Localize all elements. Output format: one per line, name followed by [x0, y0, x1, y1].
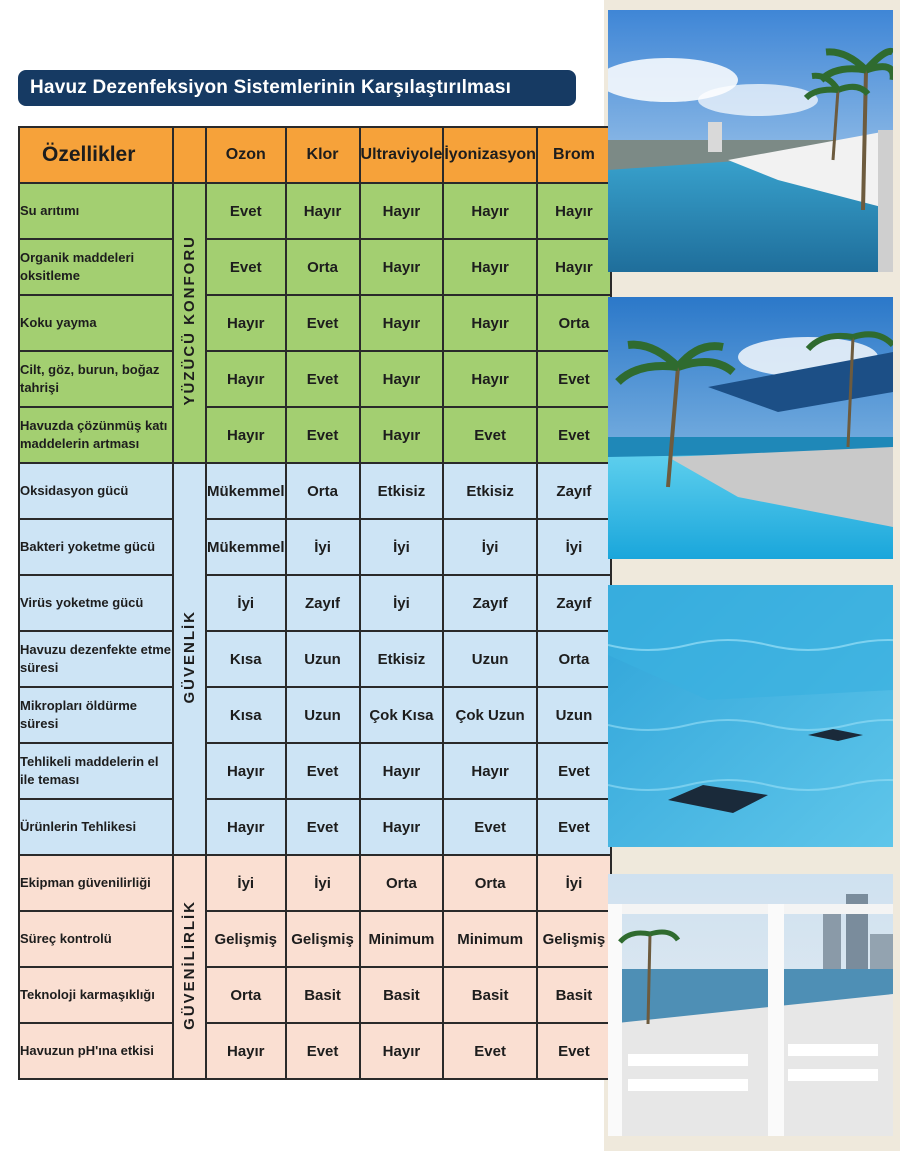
- value-cell-ultraviyole: Hayır: [360, 239, 444, 295]
- value-cell-klor: Basit: [286, 967, 360, 1023]
- value-cell-klor: Orta: [286, 239, 360, 295]
- value-cell-ozon: Hayır: [206, 407, 286, 463]
- table-row: [19, 855, 611, 911]
- value-cell-klor: Hayır: [286, 183, 360, 239]
- value-cell-iyonizasyon: Evet: [443, 799, 537, 855]
- header-brom: Brom: [537, 127, 611, 183]
- feature-cell: Su arıtımı: [19, 183, 173, 239]
- header-feature: Özellikler: [19, 127, 173, 183]
- table-body: [19, 183, 611, 1079]
- rooftop-city-pool-photo: [608, 874, 893, 1136]
- value-cell-ozon: Evet: [206, 183, 286, 239]
- rooftop-city-pool-image: [608, 874, 893, 1136]
- value-cell-iyonizasyon: Zayıf: [443, 575, 537, 631]
- value-cell-iyonizasyon: İyi: [443, 519, 537, 575]
- feature-cell: Cilt, göz, burun, boğaz tahrişi: [19, 351, 173, 407]
- value-cell-brom: Evet: [537, 1023, 611, 1079]
- value-cell-ozon: Kısa: [206, 631, 286, 687]
- value-cell-iyonizasyon: Etkisiz: [443, 463, 537, 519]
- feature-cell: Ürünlerin Tehlikesi: [19, 799, 173, 855]
- value-cell-ozon: Hayır: [206, 799, 286, 855]
- value-cell-klor: Gelişmiş: [286, 911, 360, 967]
- value-cell-ultraviyole: Hayır: [360, 1023, 444, 1079]
- feature-cell: Havuzda çözünmüş katı maddelerin artması: [19, 407, 173, 463]
- value-cell-ozon: Evet: [206, 239, 286, 295]
- header-category-blank: [173, 127, 206, 183]
- table-row: [19, 1023, 611, 1079]
- table-row: [19, 183, 611, 239]
- category-label: GÜVENİLİRLİK: [181, 899, 198, 1030]
- value-cell-iyonizasyon: Basit: [443, 967, 537, 1023]
- value-cell-brom: İyi: [537, 519, 611, 575]
- resort-pool-image: [608, 297, 893, 559]
- feature-cell: Süreç kontrolü: [19, 911, 173, 967]
- value-cell-ultraviyole: Hayır: [360, 743, 444, 799]
- value-cell-brom: Zayıf: [537, 463, 611, 519]
- value-cell-brom: Evet: [537, 743, 611, 799]
- value-cell-ultraviyole: İyi: [360, 519, 444, 575]
- table-row: [19, 631, 611, 687]
- value-cell-ozon: Orta: [206, 967, 286, 1023]
- header-ultraviyole: Ultraviyole: [360, 127, 444, 183]
- rooftop-infinity-pool-image: [608, 10, 893, 272]
- value-cell-ozon: Mükemmel: [206, 463, 286, 519]
- value-cell-klor: Orta: [286, 463, 360, 519]
- table-row: [19, 295, 611, 351]
- value-cell-ultraviyole: Hayır: [360, 295, 444, 351]
- value-cell-klor: Uzun: [286, 687, 360, 743]
- value-cell-klor: Evet: [286, 743, 360, 799]
- feature-cell: Organik maddeleri oksitleme: [19, 239, 173, 295]
- value-cell-brom: Evet: [537, 799, 611, 855]
- value-cell-ozon: İyi: [206, 855, 286, 911]
- table-row: [19, 519, 611, 575]
- value-cell-iyonizasyon: Hayır: [443, 239, 537, 295]
- value-cell-ultraviyole: Etkisiz: [360, 631, 444, 687]
- value-cell-ozon: Hayır: [206, 743, 286, 799]
- value-cell-ozon: Hayır: [206, 295, 286, 351]
- header-iyonizasyon: İyonizasyon: [443, 127, 537, 183]
- value-cell-iyonizasyon: Orta: [443, 855, 537, 911]
- value-cell-klor: Evet: [286, 295, 360, 351]
- value-cell-ultraviyole: Hayır: [360, 407, 444, 463]
- rooftop-infinity-pool-photo: [608, 10, 893, 272]
- feature-cell: Virüs yoketme gücü: [19, 575, 173, 631]
- table-row: [19, 743, 611, 799]
- feature-cell: Bakteri yoketme gücü: [19, 519, 173, 575]
- header-klor: Klor: [286, 127, 360, 183]
- resort-pool-photo: [608, 297, 893, 559]
- value-cell-iyonizasyon: Hayır: [443, 295, 537, 351]
- value-cell-klor: Evet: [286, 1023, 360, 1079]
- value-cell-klor: Uzun: [286, 631, 360, 687]
- value-cell-iyonizasyon: Hayır: [443, 351, 537, 407]
- value-cell-ultraviyole: Etkisiz: [360, 463, 444, 519]
- value-cell-brom: Hayır: [537, 239, 611, 295]
- table-row: [19, 967, 611, 1023]
- value-cell-ultraviyole: Hayır: [360, 799, 444, 855]
- value-cell-brom: İyi: [537, 855, 611, 911]
- table-row: [19, 407, 611, 463]
- value-cell-iyonizasyon: Evet: [443, 1023, 537, 1079]
- value-cell-ultraviyole: Hayır: [360, 351, 444, 407]
- table-row: [19, 799, 611, 855]
- value-cell-ozon: Kısa: [206, 687, 286, 743]
- value-cell-brom: Evet: [537, 351, 611, 407]
- value-cell-brom: Evet: [537, 407, 611, 463]
- value-cell-iyonizasyon: Hayır: [443, 743, 537, 799]
- table-row: [19, 239, 611, 295]
- feature-cell: Tehlikeli maddelerin el ile teması: [19, 743, 173, 799]
- value-cell-ultraviyole: İyi: [360, 575, 444, 631]
- value-cell-brom: Hayır: [537, 183, 611, 239]
- value-cell-ozon: Mükemmel: [206, 519, 286, 575]
- table-row: [19, 911, 611, 967]
- feature-cell: Havuzu dezenfekte etme süresi: [19, 631, 173, 687]
- value-cell-brom: Orta: [537, 295, 611, 351]
- feature-cell: Koku yayma: [19, 295, 173, 351]
- value-cell-ozon: Gelişmiş: [206, 911, 286, 967]
- feature-cell: Havuzun pH'ına etkisi: [19, 1023, 173, 1079]
- value-cell-klor: İyi: [286, 519, 360, 575]
- value-cell-ultraviyole: Çok Kısa: [360, 687, 444, 743]
- value-cell-klor: Evet: [286, 407, 360, 463]
- value-cell-brom: Basit: [537, 967, 611, 1023]
- value-cell-ultraviyole: Orta: [360, 855, 444, 911]
- feature-cell: Mikropları öldürme süresi: [19, 687, 173, 743]
- page-title-text: Havuz Dezenfeksiyon Sistemlerinin Karşılaştırılması: [30, 77, 512, 98]
- underwater-pool-image: [608, 585, 893, 847]
- value-cell-iyonizasyon: Evet: [443, 407, 537, 463]
- value-cell-iyonizasyon: Çok Uzun: [443, 687, 537, 743]
- value-cell-ozon: Hayır: [206, 351, 286, 407]
- value-cell-brom: Gelişmiş: [537, 911, 611, 967]
- value-cell-brom: Uzun: [537, 687, 611, 743]
- underwater-pool-photo: [608, 585, 893, 847]
- value-cell-brom: Zayıf: [537, 575, 611, 631]
- value-cell-ultraviyole: Minimum: [360, 911, 444, 967]
- category-label: GÜVENLİK: [181, 609, 198, 704]
- value-cell-klor: Evet: [286, 799, 360, 855]
- value-cell-klor: İyi: [286, 855, 360, 911]
- feature-cell: Ekipman güvenilirliği: [19, 855, 173, 911]
- value-cell-klor: Zayıf: [286, 575, 360, 631]
- feature-cell: Oksidasyon gücü: [19, 463, 173, 519]
- comparison-table: [18, 126, 612, 1080]
- category-cell-guvenilirlik: [173, 855, 206, 1079]
- value-cell-iyonizasyon: Minimum: [443, 911, 537, 967]
- table-row: [19, 463, 611, 519]
- table-row: [19, 687, 611, 743]
- table-row: [19, 575, 611, 631]
- category-label: YÜZÜCÜ KONFORU: [181, 235, 198, 406]
- category-cell-yuzucu-konforu: [173, 183, 206, 463]
- page-title: [18, 70, 576, 106]
- value-cell-ozon: Hayır: [206, 1023, 286, 1079]
- header-ozon: Ozon: [206, 127, 286, 183]
- value-cell-ultraviyole: Hayır: [360, 183, 444, 239]
- value-cell-klor: Evet: [286, 351, 360, 407]
- value-cell-ultraviyole: Basit: [360, 967, 444, 1023]
- feature-cell: Teknoloji karmaşıklığı: [19, 967, 173, 1023]
- value-cell-brom: Orta: [537, 631, 611, 687]
- value-cell-iyonizasyon: Uzun: [443, 631, 537, 687]
- value-cell-ozon: İyi: [206, 575, 286, 631]
- value-cell-iyonizasyon: Hayır: [443, 183, 537, 239]
- table-row: [19, 351, 611, 407]
- table-header-row: [19, 127, 611, 183]
- category-cell-guvenlik: [173, 463, 206, 855]
